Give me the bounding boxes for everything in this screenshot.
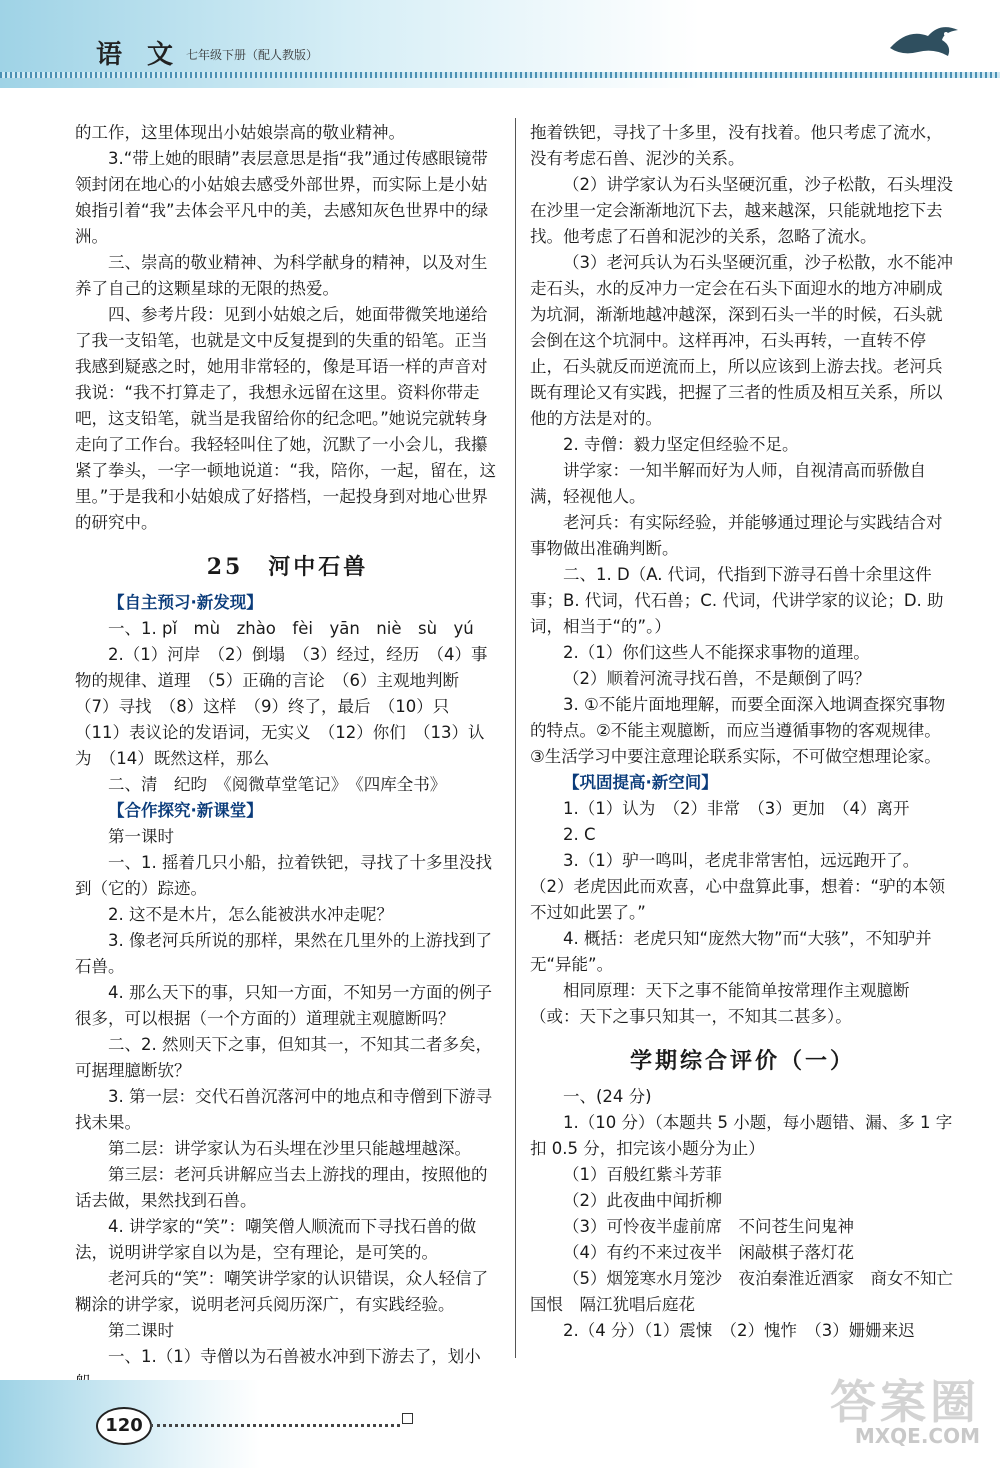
paragraph: 第二课时 xyxy=(108,1321,174,1340)
paragraph: （3）老河兵认为石头坚硬沉重，沙子松散，水不能冲走石头，水的反冲力一定会在石头下面迎水的地方冲刷成为坑洞，渐渐地越冲越深，深到石头一半的时候，石头就会倒在这个坑洞中。这样再冲，石头再转，一直转不停止，石头就反而逆流而上，所以应该到上游去找。老河兵既有理论又有实践，把握了三者的性质及相互关系，所以他的方法是对的。 xyxy=(530,253,953,428)
section-heading: 【巩固提高·新空间】 xyxy=(563,773,718,792)
column-divider xyxy=(515,118,516,1358)
watermark-url: MXQE.COM xyxy=(854,1424,980,1448)
section-title: 学期综合评价（一） xyxy=(629,1048,855,1074)
paragraph: 2.（1）你们这些人不能探求事物的道理。 xyxy=(563,643,870,662)
grade-label: 七年级下册（配人教版） xyxy=(186,48,319,62)
watermark-cn: 答案圈 xyxy=(830,1375,980,1429)
paragraph: 二、2. 然则天下之事，但知其一，不知其二者多矣，可据理臆断欤？ xyxy=(75,1035,492,1080)
paragraph: 3. 第一层：交代石兽沉落河中的地点和寺僧到下游寻找未果。 xyxy=(75,1087,492,1132)
paragraph: 2.（1）河岸 （2）倒塌 （3）经过，经历 （4）事物的规律、道理 （5）正确的言论 （6）主观地判断 （7）寻找 （8）这样 （9）终了，最后 （10）只 （11）表议论的发语词，无实义 （12）你们 （13）认为 （14）既然这样，那么 xyxy=(75,645,488,768)
right-column xyxy=(530,120,955,1344)
paragraph: （2）此夜曲中闻折柳 xyxy=(563,1191,722,1210)
page-number: 120 xyxy=(96,1407,152,1445)
paragraph: 第三层：老河兵讲解应当去上游找的理由，按照他的话去做，果然找到石兽。 xyxy=(75,1165,488,1210)
paragraph: 第一课时 xyxy=(108,827,174,846)
paragraph: 四、参考片段：见到小姑娘之后，她面带微笑地递给了我一支铅笔，也就是文中反复提到的失重的铅笔。正当我感到疑惑之时，她用非常轻的，像是耳语一样的声音对我说：“我不打算走了，我想永远留在这里。资料你带走吧，这支铅笔，就当是我留给你的纪念吧。”她说完就转身走向了工作台。我轻轻叫住了她，沉默了一小会儿，我攥紧了拳头，一字一顿地说道：“我，陪你，一起，留在，这里。”于是我和小姑娘成了好搭档，一起投身到对地心世界的研究中。 xyxy=(75,305,497,532)
section-heading: 【合作探究·新课堂】 xyxy=(108,801,263,820)
paragraph: 1.（1）认为 （2）非常 （3）更加 （4）离开 xyxy=(563,799,910,818)
paragraph: 第二层：讲学家认为石头埋在沙里只能越埋越深。 xyxy=(108,1139,471,1158)
paragraph: 3. 像老河兵所说的那样，果然在几里外的上游找到了石兽。 xyxy=(75,931,492,976)
page-header xyxy=(0,0,1000,88)
footer-dotted-line xyxy=(150,1418,400,1427)
paragraph: 2. 寺僧：毅力坚定但经验不足。 xyxy=(563,435,799,454)
paragraph: 二、清 纪昀 《阅微草堂笔记》 《四库全书》 xyxy=(108,775,447,794)
paragraph: 一、(24 分) xyxy=(563,1087,652,1106)
header-stripe xyxy=(0,72,1000,78)
paragraph: 3. ①不能片面地理解，而要全面深入地调查探究事物的特点。②不能主观臆断，而应当遵循事物的客观规律。③生活学习中要注意理论联系实际，不可做空想理论家。 xyxy=(530,695,946,766)
paragraph: 一、1. pǐ mù zhào fèi yān niè sù yú xyxy=(108,619,474,638)
section-title: 25 河中石兽 xyxy=(206,554,369,580)
paragraph: 二、1. D（A. 代词，代指到下游寻石兽十余里这件事；B. 代词，代石兽；C. 代词，代讲学家的议论；D. 助词，相当于“的”。） xyxy=(530,565,944,636)
subject-title: 语 文 xyxy=(96,40,182,70)
paragraph: （1）百般红紫斗芳菲 xyxy=(563,1165,722,1184)
watermark xyxy=(830,1375,980,1453)
left-column xyxy=(75,120,500,1396)
paragraph: 相同原理：天下之事不能简单按常理作主观臆断（或：天下之事只知其一，不知其二甚多）。 xyxy=(530,981,910,1026)
paragraph: （4）有约不来过夜半 闲敲棋子落灯花 xyxy=(563,1243,854,1262)
paragraph: （2）顺着河流寻找石兽，不是颠倒了吗？ xyxy=(563,669,871,688)
paragraph: （5）烟笼寒水月笼沙 夜泊秦淮近酒家 商女不知亡国恨 隔江犹唱后庭花 xyxy=(530,1269,953,1314)
paragraph: 4. 那么天下的事，只知一方面，不知另一方面的例子很多，可以根据（一个方面的）道理就主观臆断吗？ xyxy=(75,983,492,1028)
paragraph: 1.（10 分）（本题共 5 小题，每小题错、漏、多 1 字扣 0.5 分，扣完该小题分为止） xyxy=(530,1113,953,1158)
paragraph: 一、1. 摇着几只小船，拉着铁钯，寻找了十多里没找到（它的）踪迹。 xyxy=(75,853,492,898)
paragraph: （3）可怜夜半虚前席 不问苍生问鬼神 xyxy=(563,1217,854,1236)
paragraph: （2）讲学家认为石头坚硬沉重，沙子松散，石头埋没在沙里一定会渐渐地沉下去，越来越深，只能就地挖下去找。他考虑了石兽和泥沙的关系，忽略了流水。 xyxy=(530,175,953,246)
paragraph: 拖着铁钯，寻找了十多里，没有找着。他只考虑了流水，没有考虑石兽、泥沙的关系。 xyxy=(530,123,943,168)
paragraph: 4. 概括：老虎只知“庞然大物”而“大骇”，不知驴并无“异能”。 xyxy=(530,929,932,974)
section-heading: 【自主预习·新发现】 xyxy=(108,593,263,612)
paragraph: 一、1.（1）寺僧以为石兽被水冲到下游去了，划小 xyxy=(108,1347,481,1366)
paragraph: 三、崇高的敬业精神、为科学献身的精神，以及对生养了自己的这颗星球的无限的热爱。 xyxy=(75,253,488,298)
paragraph: 讲学家：一知半解而好为人师，自视清高而骄傲自满，轻视他人。 xyxy=(530,461,926,506)
paragraph: 3.（1）驴一鸣叫，老虎非常害怕，远远跑开了。 xyxy=(563,851,920,870)
paragraph: 3.“带上她的眼睛”表层意思是指“我”通过传感眼镜带领封闭在地心的小姑娘去感受外部世界，而实际上是小姑娘指引着“我”去体会平凡中的美，去感知灰色世界中的绿洲。 xyxy=(75,149,489,246)
paragraph: 老河兵：有实际经验，并能够通过理论与实践结合对事物做出准确判断。 xyxy=(530,513,943,558)
paragraph: 2. 这不是木片，怎么能被洪水冲走呢？ xyxy=(108,905,393,924)
paragraph: 老河兵的“笑”：嘲笑讲学家的认识错误，众人轻信了糊涂的讲学家，说明老河兵阅历深广，有实践经验。 xyxy=(75,1269,489,1314)
footer-square-icon xyxy=(402,1413,413,1424)
paragraph: 4. 讲学家的“笑”：嘲笑僧人顺流而下寻找石兽的做法，说明讲学家自以为是，空有理论，是可笑的。 xyxy=(75,1217,477,1262)
paragraph: 2.（4 分）（1）震悚 （2）愧怍 （3）姗姗来迟 xyxy=(563,1321,915,1340)
paragraph: 的工作，这里体现出小姑娘崇高的敬业精神。 xyxy=(75,123,405,142)
bird-logo-icon xyxy=(888,18,960,62)
paragraph: 2. C xyxy=(563,825,596,844)
paragraph: （2）老虎因此而欢喜，心中盘算此事，想着：“驴的本领不过如此罢了。” xyxy=(530,877,946,922)
